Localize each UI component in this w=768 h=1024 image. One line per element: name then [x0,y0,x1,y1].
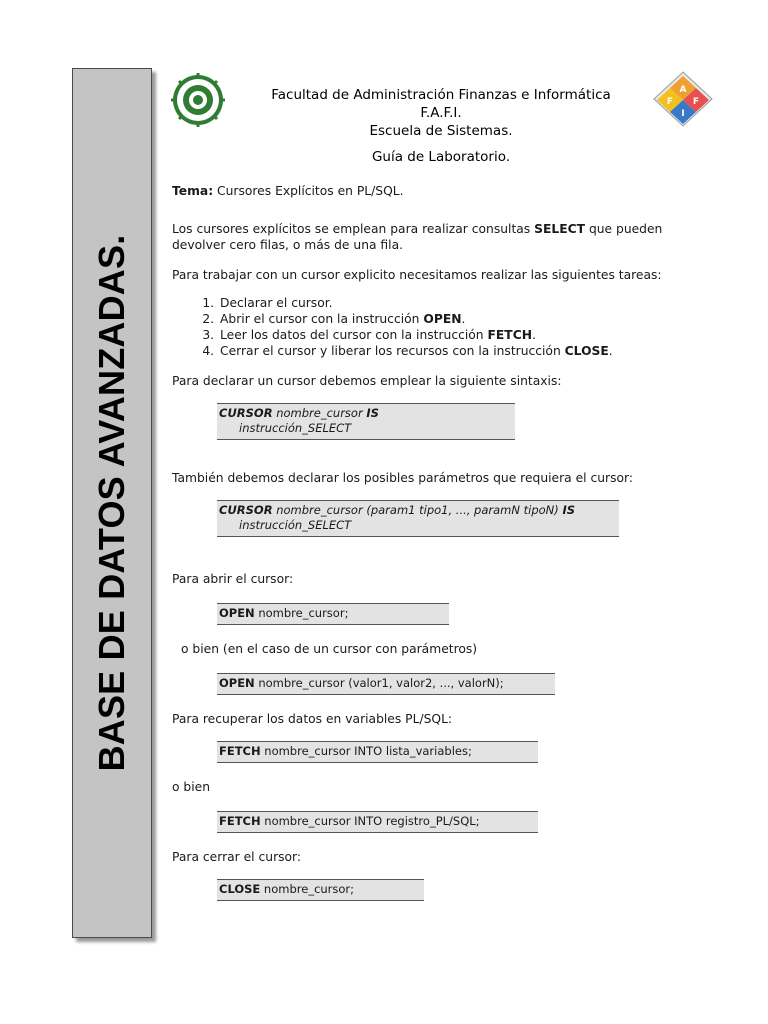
topic-label: Tema: [172,184,214,198]
sidebar-banner [72,68,152,938]
code-block-close: CLOSE nombre_cursor; [217,879,424,901]
faculty-acronym: F.A.F.I. [420,105,462,121]
close-intro: Para cerrar el cursor: [172,850,302,864]
params-intro: También debemos declarar los posibles parámetros que requiera el cursor: [172,471,634,485]
university-seal-text [0,0,1,1]
task-list [172,295,692,359]
fafi-letter-f1: F [666,97,674,107]
university-seal-icon [170,72,226,128]
fafi-letter-a: A [679,85,687,95]
intro-paragraph: Los cursores explícitos se emplean para realizar consultas SELECT que pueden devolver cero filas, o más de una fila. [172,222,663,252]
fetch-intro: Para recuperar los datos en variables PL/SQL: [172,712,453,726]
document-header [230,86,652,166]
list-item: 3. Leer los datos del cursor con la instrucción FETCH. [218,327,692,343]
list-item: 4. Cerrar el cursor y liberar los recursos con la instrucción CLOSE. [218,343,692,359]
school-name: Escuela de Sistemas. [369,123,513,139]
code-block-fetch-record: FETCH nombre_cursor INTO registro_PL/SQL; [217,811,538,833]
topic-value: Cursores Explícitos en PL/SQL. [213,184,404,198]
guide-title: Guía de Laboratorio. [371,149,511,165]
code-block-fetch: FETCH nombre_cursor INTO lista_variables; [217,741,538,763]
sidebar-title: BASE DE DATOS AVANZADAS. [91,234,132,772]
fafi-logo-icon [652,70,714,128]
code-block-declare: CURSOR nombre_cursor IS instrucción_SELECT [217,403,515,440]
open-intro: Para abrir el cursor: [172,572,294,586]
faculty-name: Facultad de Administración Finanzas e Informática [271,87,611,103]
topic-line [172,183,692,199]
tasks-intro: Para trabajar con un cursor explicito necesitamos realizar las siguientes tareas: [172,268,662,282]
document-body [172,183,692,901]
declare-intro: Para declarar un cursor debemos emplear la siguiente sintaxis: [172,374,562,388]
open-alt: o bien (en el caso de un cursor con parámetros) [181,642,478,656]
list-item: 2. Abrir el cursor con la instrucción OPEN. [218,311,692,327]
list-item: 1. Declarar el cursor. [218,295,692,311]
code-block-open: OPEN nombre_cursor; [217,603,449,625]
fetch-alt: o bien [172,780,211,794]
code-block-open-params: OPEN nombre_cursor (valor1, valor2, ..., valorN); [217,673,555,695]
fafi-letter-i: I [681,109,685,119]
code-block-params: CURSOR nombre_cursor (param1 tipo1, ..., paramN tipoN) IS instrucción_SELECT [217,500,619,537]
fafi-letter-f2: F [692,97,700,107]
